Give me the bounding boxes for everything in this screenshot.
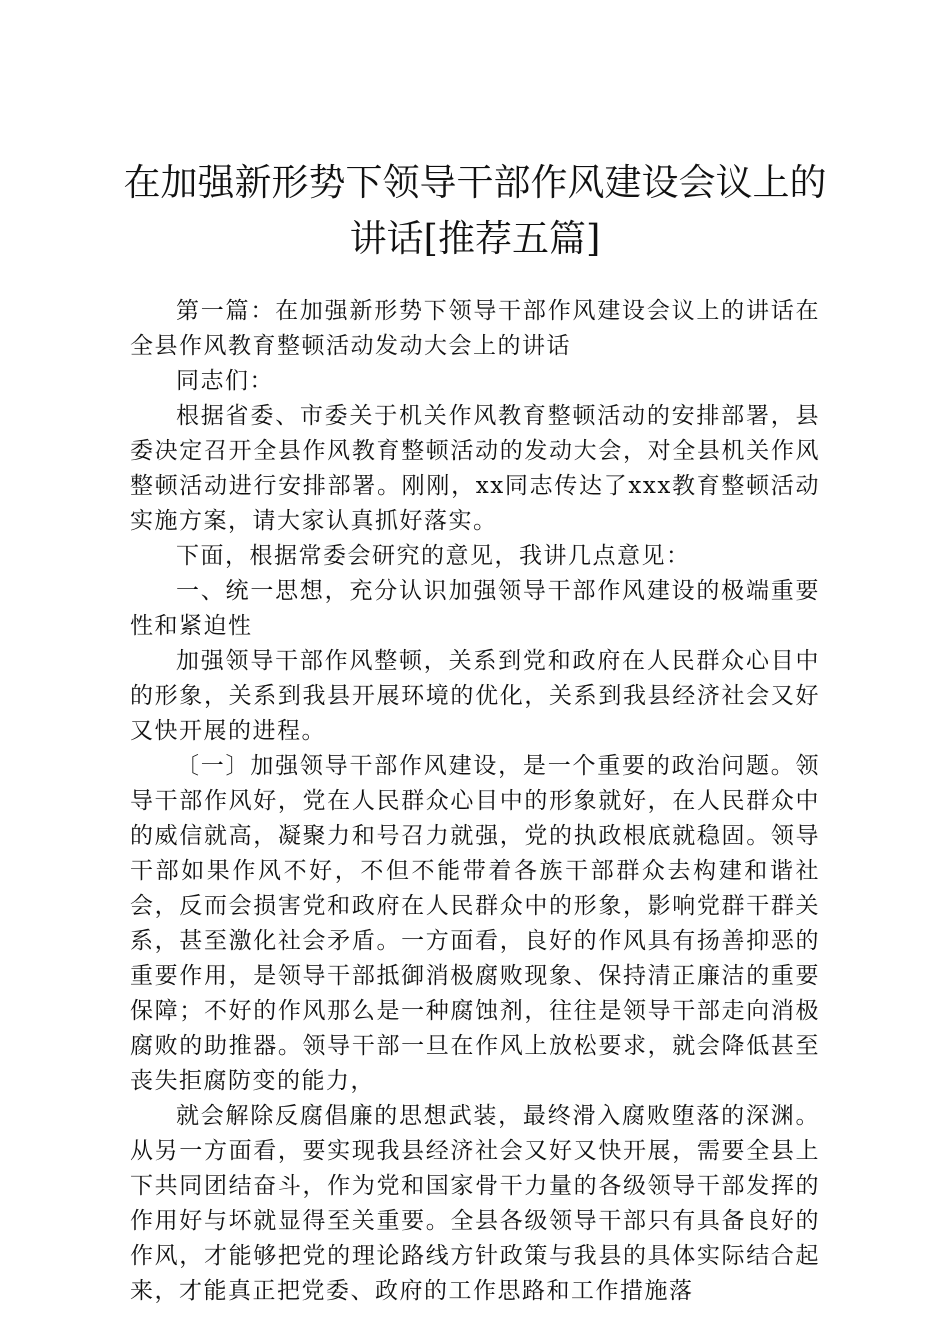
paragraph-section-one: 一、统一思想，充分认识加强领导干部作风建设的极端重要性和紧迫性 (130, 578, 820, 639)
paragraph-salutation: 同志们： (176, 368, 274, 394)
paragraph-section-one-body: 加强领导干部作风整顿，关系到党和政府在人民群众心目中的形象，关系到我县开展环境的优化，关系到我县经济社会又好又快开展的进程。 (130, 648, 820, 744)
paragraph-subsection-one: 〔一〕加强领导干部作风建设，是一个重要的政治问题。领导干部作风好，党在人民群众心目中的形象就好，在人民群众中的威信就高，凝聚力和号召力就强，党的执政根底就稳固。领导干部如果作风不好，不但不能带着各族干部群众去构建和谐社会，反而会损害党和政府在人民群众中的形象，影响党群干群关系，甚至激化社会矛盾。一方面看，良好的作风具有扬善抑恶的重要作用，是领导干部抵御消极腐败现象、保持清正廉洁的重要保障；不好的作风那么是一种腐蚀剂，往往是领导干部走向消极腐败的助推器。领导干部一旦在作风上放松要求，就会降低甚至丧失拒腐防变的能力， (130, 753, 820, 1094)
document-body (130, 294, 820, 1309)
paragraph-intro: 根据省委、市委关于机关作风教育整顿活动的安排部署，县委决定召开全县作风教育整顿活动的发动大会，对全县机关作风整顿活动进行安排部署。刚刚，xx同志传达了xxx教育整顿活动实施方案，请大家认真抓好落实。 (130, 403, 820, 534)
paragraph-opinions: 下面，根据常委会研究的意见，我讲几点意见： (176, 543, 691, 569)
document-title: 在加强新形势下领导干部作风建设会议上的讲话[推荐五篇] (123, 161, 827, 260)
paragraph-heading-first: 第一篇：在加强新形势下领导干部作风建设会议上的讲话在全县作风教育整顿活动发动大会上的讲话 (130, 298, 820, 359)
paragraph-continuation: 就会解除反腐倡廉的思想武装，最终滑入腐败堕落的深渊。从另一方面看，要实现我县经济社会又好又快开展，需要全县上下共同团结奋斗，作为党和国家骨干力量的各级领导干部发挥的作用好与坏就显得至关重要。全县各级领导干部只有具备良好的作风，才能够把党的理论路线方针政策与我县的具体实际结合起来，才能真正把党委、政府的工作思路和工作措施落 (130, 1103, 820, 1304)
